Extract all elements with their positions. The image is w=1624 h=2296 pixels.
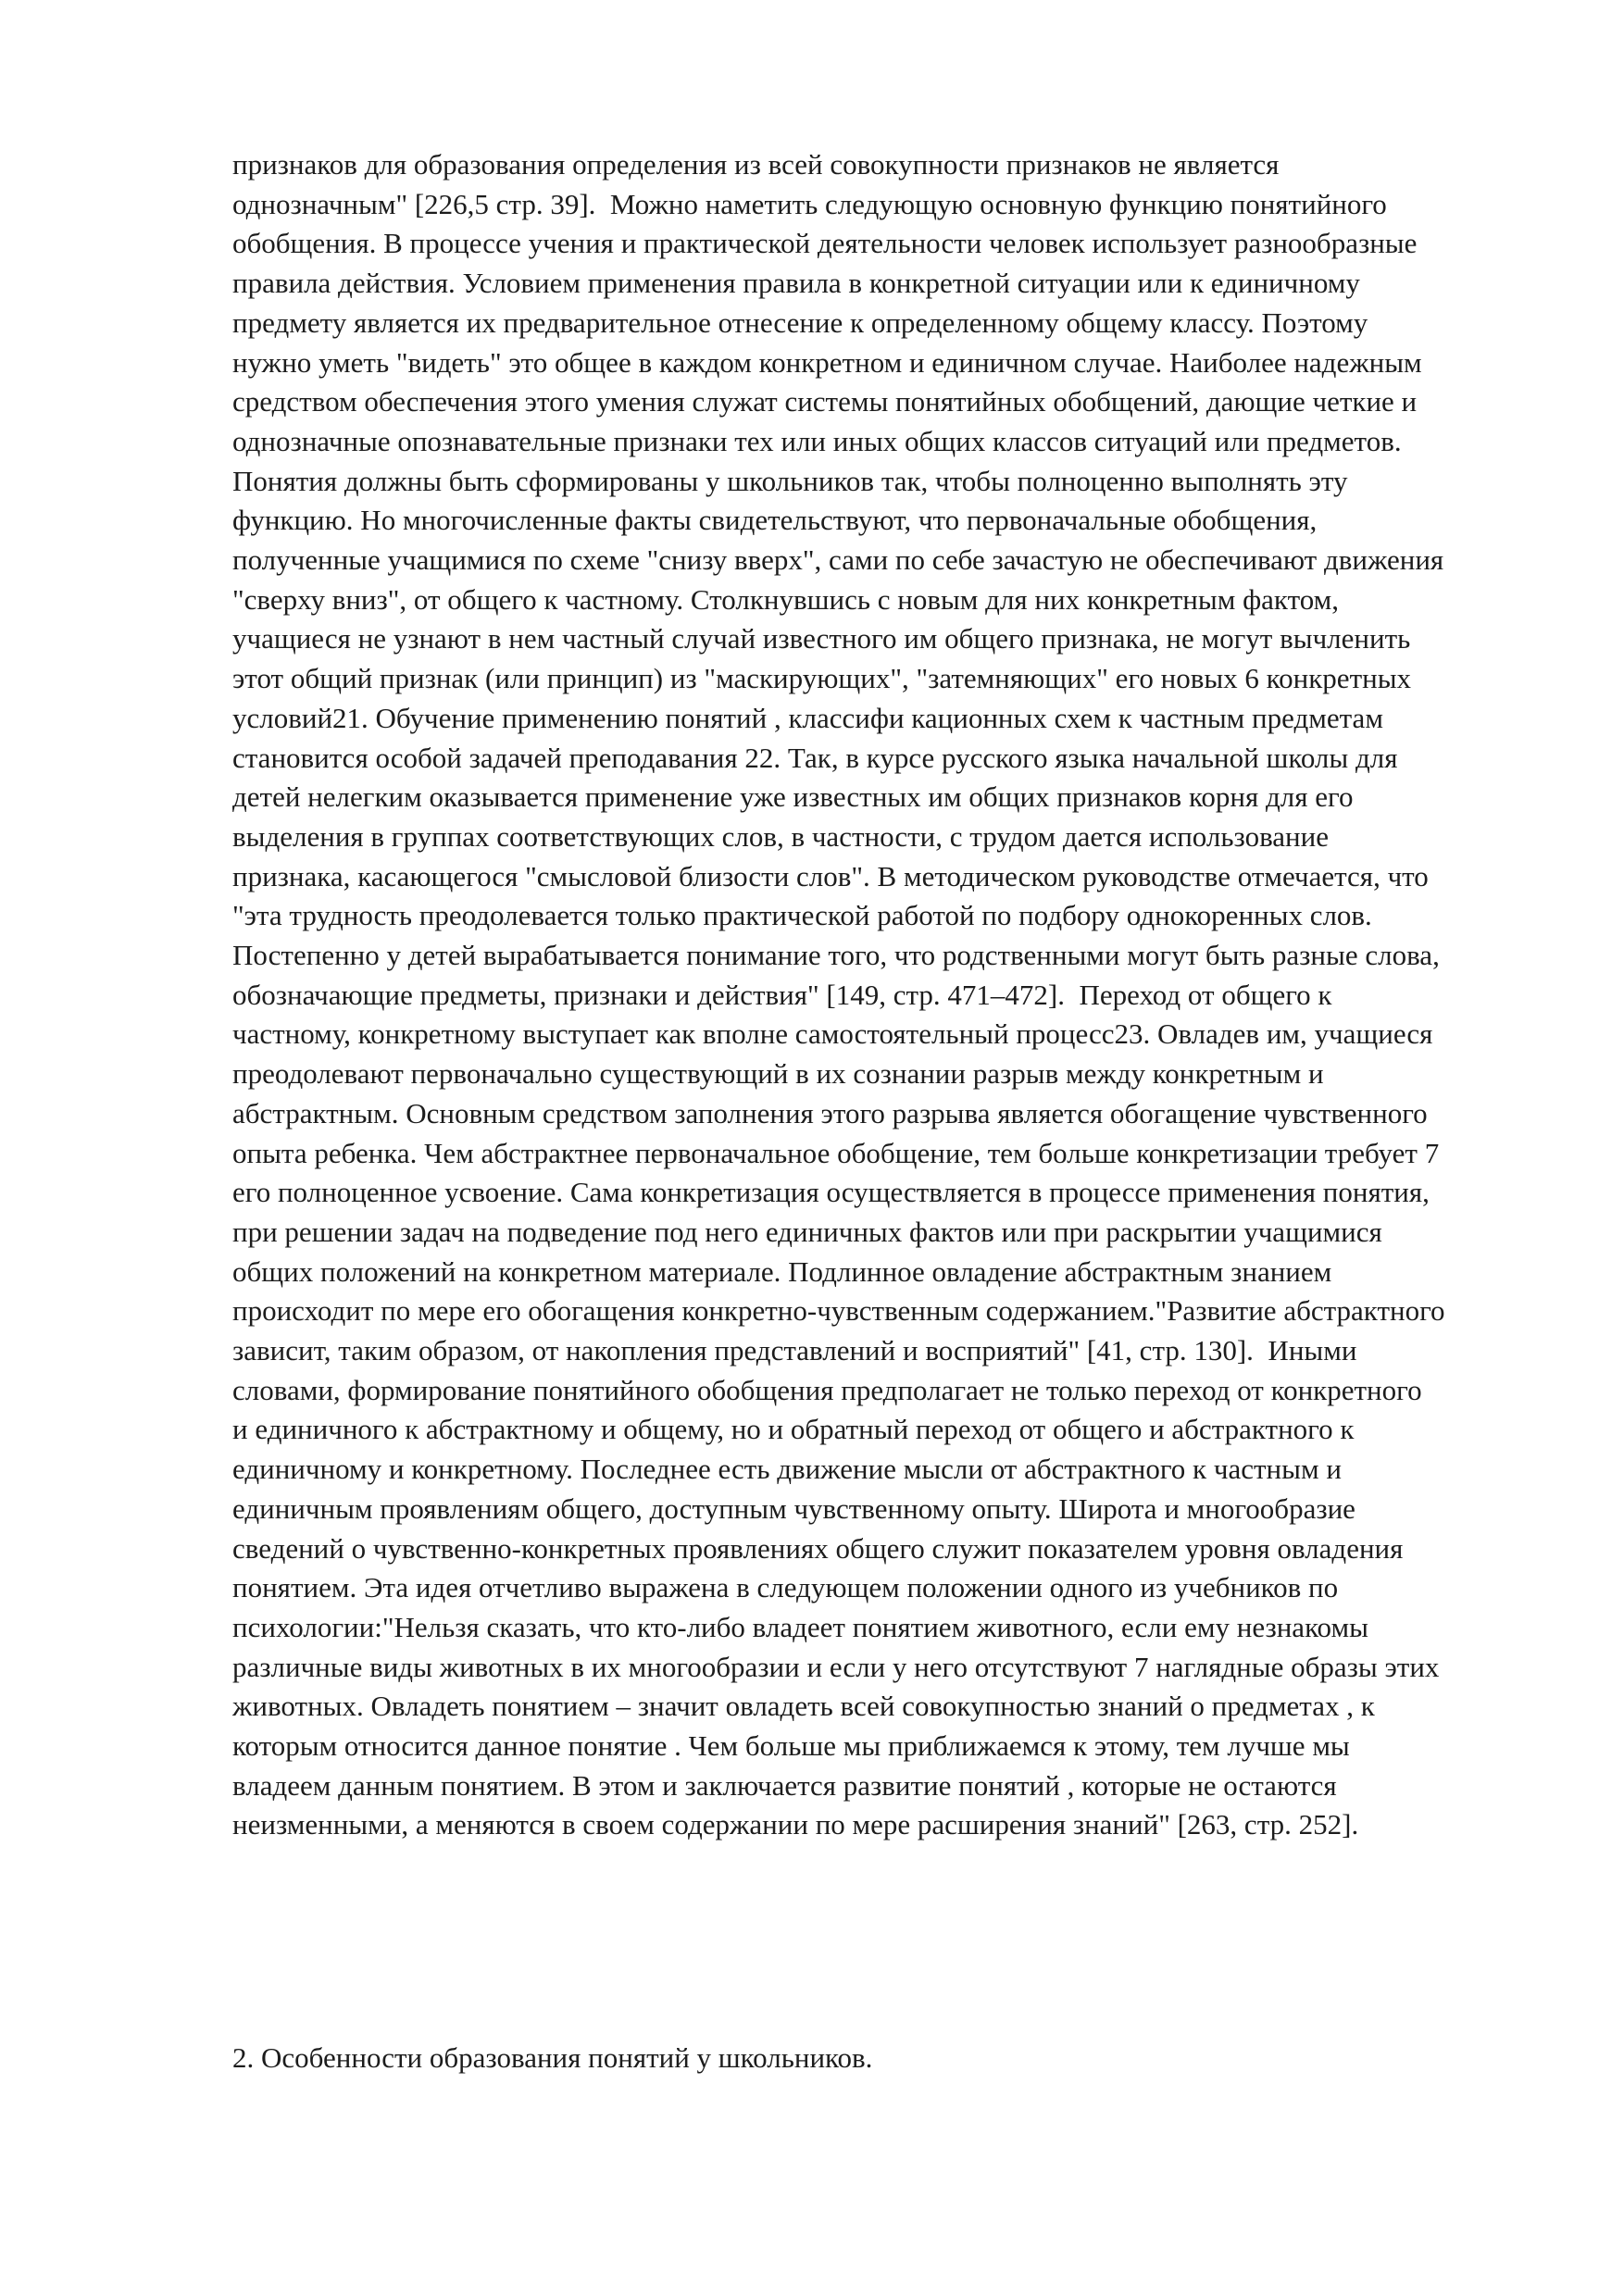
text-line: правила действия. Условием применения правила в конкретной ситуации или к единичному [232, 267, 1360, 300]
text-line: средством обеспечения этого умения служат системы понятийных обобщений, дающие четкие и [232, 385, 1418, 418]
text-line: "сверху вниз", от общего к частному. Столкнувшись с новым для них конкретным фактом, [232, 582, 1339, 616]
text-line: Постепенно у детей вырабатывается понимание того, что родственными могут быть разные слова, [232, 939, 1440, 971]
text-line: становится особой задачей преподавания 22. Так, в курсе русского языка начальной школы для [232, 741, 1398, 774]
text-line: обобщения. В процессе учения и практической деятельности человек использует разнообразные [232, 227, 1418, 260]
text-line: этот общий признак (или принцип) из "маскирующих", "затемняющих" его новых 6 конкретных [232, 662, 1412, 695]
text-line: признака, касающегося "смысловой близости слов". В методическом руководстве отмечается, что [232, 859, 1429, 892]
text-line: общих положений на конкретном материале. Подлинное овладение абстрактным знанием [232, 1254, 1332, 1288]
text-line: которым относится данное понятие . Чем больше мы приближаемся к этому, тем лучше мы [232, 1729, 1350, 1762]
text-line: Понятия должны быть сформированы у школьников так, чтобы полноценно выполнять эту [232, 464, 1348, 497]
text-line: при решении задач на подведение под него единичных фактов или при раскрытии учащимися [232, 1215, 1382, 1248]
text-line: выделения в группах соответствующих слов, в частности, с трудом дается использование [232, 819, 1329, 853]
text-line: единичному и конкретному. Последнее есть движение мысли от абстрактного к частным и [232, 1453, 1342, 1486]
text-line: понятием. Эта идея отчетливо выражена в следующем положении одного из учебников по [232, 1571, 1339, 1604]
text-line: признаков для образования определения из всей совокупности признаков не является [232, 148, 1280, 181]
text-line: психологии:"Нельзя сказать, что кто-либо владеет понятием животного, если ему незнакомы [232, 1610, 1368, 1643]
text-line: и единичного к абстрактному и общему, но и обратный переход от общего и абстрактного к [232, 1413, 1355, 1446]
text-line: зависит, таким образом, от накопления представлений и восприятий" [41, стр. 130]. Иными [232, 1334, 1357, 1366]
text-line: его полноценное усвоение. Сама конкретизация осуществляется в процессе применения понятия, [232, 1176, 1430, 1209]
text-line: "эта трудность преодолевается только практической работой по подбору однокоренных слов. [232, 899, 1372, 932]
text-line: полученные учащимися по схеме "снизу вверх", сами по себе зачастую не обеспечивают движения [232, 543, 1444, 576]
text-line: единичным проявлениям общего, доступным чувственному опыту. Широта и многообразие [232, 1491, 1355, 1525]
text-line: животных. Овладеть понятием – значит овладеть всей совокупностью знаний о предметах , к [232, 1690, 1375, 1723]
text-line: абстрактным. Основным средством заполнения этого разрыва является обогащение чувственного [232, 1096, 1428, 1129]
text-line: опыта ребенка. Чем абстрактнее первоначальное обобщение, тем больше конкретизации требует 7 [232, 1136, 1440, 1169]
text-line: детей нелегким оказывается применение уже известных им общих признаков корня для его [232, 780, 1354, 814]
text-line: предмету является их предварительное отнесение к определенному общему классу. Поэтому [232, 306, 1368, 339]
text-line: владеем данным понятием. В этом и заключается развитие понятий , которые не остаются [232, 1768, 1337, 1802]
section-heading: 2. Особенности образования понятий у школьников. [232, 2041, 873, 2074]
text-line: однозначные опознавательные признаки тех или иных общих классов ситуаций или предметов. [232, 424, 1402, 457]
text-line: функцию. Но многочисленные факты свидетельствуют, что первоначальные обобщения, [232, 504, 1318, 537]
text-line: происходит по мере его обогащения конкретно-чувственным содержанием."Развитие абстрактного [232, 1294, 1445, 1328]
text-line: учащиеся не узнают в нем частный случай известного им общего признака, не могут вычленить [232, 622, 1411, 655]
text-line: различные виды животных в их многообразии и если у него отсутствуют 7 наглядные образы этих [232, 1650, 1440, 1683]
text-line: частному, конкретному выступает как вполне самостоятельный процесс23. Овладев им, учащиеся [232, 1017, 1433, 1051]
text-line: условий21. Обучение применению понятий , классифи кационных схем к частным предметам [232, 701, 1383, 734]
text-line: преодолевают первоначально существующий в их сознании разрыв между конкретным и [232, 1057, 1324, 1091]
text-line: нужно уметь "видеть" это общее в каждом конкретном и единичном случае. Наиболее надежным [232, 345, 1422, 379]
text-line: обозначающие предметы, признаки и действия" [149, стр. 471–472]. Переход от общего к [232, 978, 1332, 1011]
text-line: сведений о чувственно-конкретных проявлениях общего служит показателем уровня овладения [232, 1531, 1404, 1565]
text-line: неизменными, а меняются в своем содержании по мере расширения знаний" [263, стр. 252]. [232, 1808, 1359, 1841]
text-line: словами, формирование понятийного обобщения предполагает не только переход от конкретного [232, 1373, 1422, 1406]
text-line: однозначным" [226,5 стр. 39]. Можно наметить следующую основную функцию понятийного [232, 187, 1387, 220]
